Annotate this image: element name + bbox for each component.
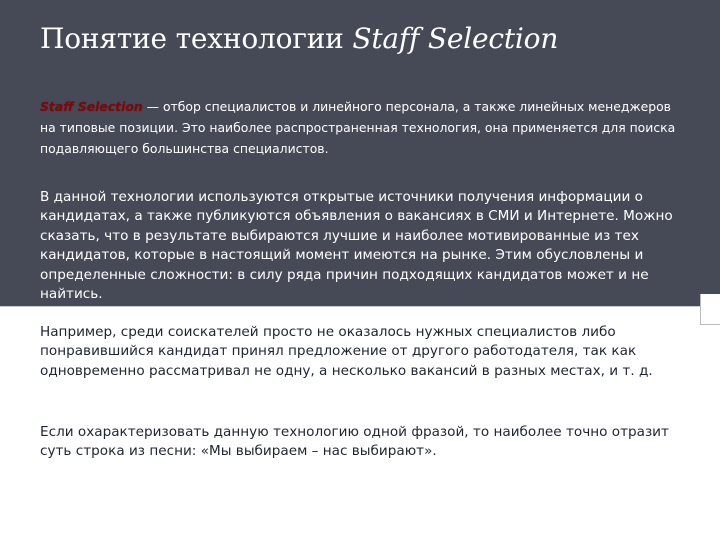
definition-term: Staff Selection xyxy=(40,99,143,114)
title-prefix: Понятие технологии xyxy=(40,22,353,55)
slide-title xyxy=(40,22,700,55)
corner-tab xyxy=(700,294,720,325)
divider-line xyxy=(0,306,720,307)
title-emphasis: Staff Selection xyxy=(352,22,559,55)
example-paragraph: Например, среди соискателей просто не оказалось нужных специалистов либо понравившийся кандидат принял предложение от другого работодателя, так как одновременно рассматривал не одну, а несколько вакансий в разных местах, и т. д. xyxy=(40,324,653,379)
definition-text: — отбор специалистов и линейного персонала, а также линейных менеджеров на типовые позиции. Это наиболее распространенная технология, она применяется для поиска подавляющего большинства специалистов. xyxy=(40,99,676,156)
definition-paragraph xyxy=(40,96,690,159)
sources-paragraph: В данной технологии используются открытые источники получения информации о кандидатах, а также публикуются объявления о вакансиях в СМИ и Интернете. Можно сказать, что в результате выбираются лучшие и наиболее мотивированные из тех кандидатов, которые в настоящий момент имеются на рынке. Этим обусловлены и определенные сложности: в силу ряда причин подходящих кандидатов может и не найтись. xyxy=(40,189,673,303)
summary-paragraph: Если охарактеризовать данную технологию одной фразой, то наиболее точно отразит суть строка из песни: «Мы выбираем – нас выбирают». xyxy=(40,424,669,460)
